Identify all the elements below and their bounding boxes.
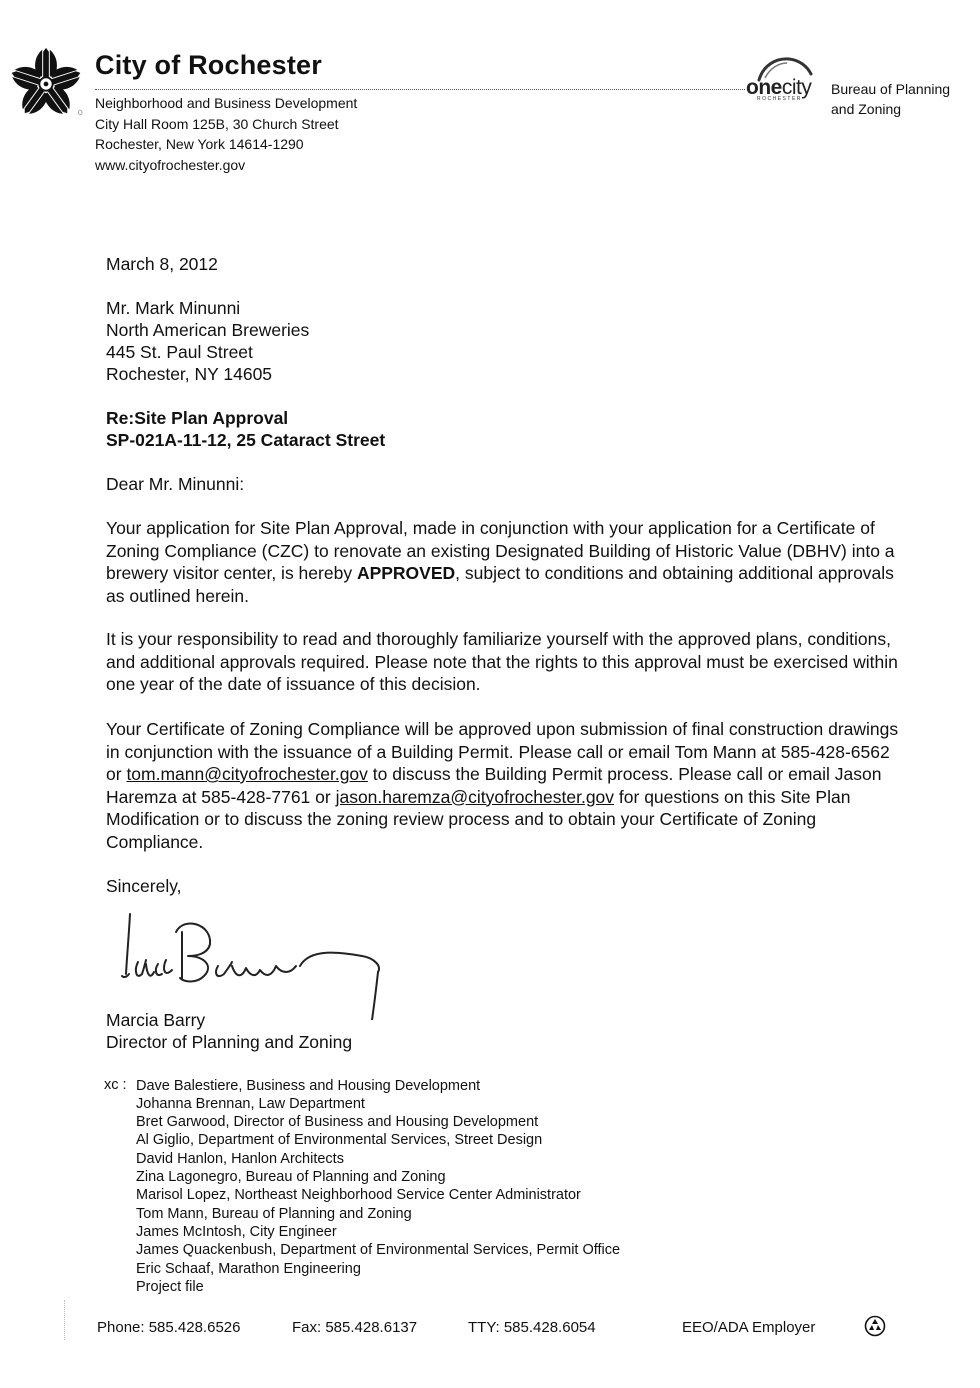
margin-mark (64, 1300, 66, 1340)
tom-mann-email-link[interactable]: tom.mann@cityofrochester.gov (126, 764, 368, 784)
cc-recipient: Al Giglio, Department of Environmental Services, Street Design (136, 1132, 543, 1148)
bureau-line-2: and Zoning (831, 101, 902, 117)
bureau-line-1: Bureau of Planning (831, 81, 951, 97)
onecity-logo-subtext: ROCHESTER (757, 96, 802, 102)
department-name: Neighborhood and Business Development (95, 95, 358, 111)
cc-recipient: Tom Mann, Bureau of Planning and Zoning (136, 1206, 412, 1222)
approved-emphasis: APPROVED (356, 563, 456, 583)
cc-label: xc : (104, 1077, 127, 1093)
salutation: Dear Mr. Minunni: (106, 474, 245, 494)
footer-fax: Fax: 585.428.6137 (292, 1319, 418, 1336)
closing: Sincerely, (106, 876, 182, 896)
cc-recipient: David Hanlon, Hanlon Architects (136, 1151, 344, 1167)
cc-recipient: Dave Balestiere, Business and Housing Development (136, 1078, 481, 1094)
paragraph-czc: Your Certificate of Zoning Compliance will be approved upon submission of final construction drawings in conjunction with the issuance of a Building Permit. Please call or email Tom Mann at 585-428-6562 or tom.mann@cityofrochester.gov to discuss the Building Permit process. Please call or email Jason Haremza at 585-428-7761 or jason.haremza@cityofrochester.gov for questions on this Site Plan Modification or to discuss the zoning review process and to obtain your Certificate of Zoning Compliance. (106, 719, 899, 852)
recycle-icon (864, 1315, 886, 1337)
website: www.cityofrochester.gov (95, 157, 246, 173)
city-name: City of Rochester (95, 50, 322, 80)
recipient-company: North American Breweries (106, 320, 310, 340)
jason-haremza-email-link[interactable]: jason.haremza@cityofrochester.gov (335, 786, 615, 807)
recipient-name: Mr. Mark Minunni (106, 298, 241, 318)
cc-recipient: Project file (136, 1279, 204, 1295)
footer-eeo: EEO/ADA Employer (682, 1319, 816, 1336)
cc-recipient: Bret Garwood, Director of Business and Housing Development (136, 1114, 539, 1130)
recipient-street: 445 St. Paul Street (106, 342, 253, 362)
cc-recipient: James McIntosh, City Engineer (136, 1224, 337, 1240)
header-rule (95, 89, 745, 90)
footer-tty: TTY: 585.428.6054 (468, 1319, 596, 1336)
address-line-2: Rochester, New York 14614-1290 (95, 136, 304, 152)
signer-title: Director of Planning and Zoning (106, 1032, 353, 1052)
recipient-city: Rochester, NY 14605 (106, 364, 273, 384)
paragraph-approval: Your application for Site Plan Approval, made in conjunction with your application for a Certificate of Zoning Compliance (CZC) to renovate an existing Designated Building of Historic Value (DBHV) into a brewery visitor center, is hereby APPROVED, subject to conditions and obtaining additional approvals as outlined herein. (106, 518, 895, 606)
address-line-1: City Hall Room 125B, 30 Church Street (95, 116, 339, 132)
re-subject-line-1: Re:Site Plan Approval (106, 408, 289, 428)
city-of-rochester-logo (8, 46, 84, 122)
onecity-logo-text: onecity (746, 76, 812, 99)
signer-name: Marcia Barry (106, 1010, 206, 1030)
paragraph-responsibility: It is your responsibility to read and thoroughly familiarize yourself with the approved plans, conditions, and additional approvals required. Please note that the rights to this approval must be exercised within one year of the date of issuance of this decision. (106, 629, 898, 694)
cc-recipient: Marisol Lopez, Northeast Neighborhood Service Center Administrator (136, 1187, 581, 1203)
letter-date: March 8, 2012 (106, 254, 218, 274)
cc-recipient: Zina Lagonegro, Bureau of Planning and Zoning (136, 1169, 446, 1185)
signature-image (100, 908, 390, 1020)
cc-recipient: James Quackenbush, Department of Environmental Services, Permit Office (136, 1242, 621, 1258)
re-subject-line-2: SP-021A-11-12, 25 Cataract Street (106, 430, 386, 450)
cc-recipient: Johanna Brennan, Law Department (136, 1096, 365, 1112)
cc-recipient: Eric Schaaf, Marathon Engineering (136, 1261, 361, 1277)
footer-phone: Phone: 585.428.6526 (97, 1319, 241, 1336)
